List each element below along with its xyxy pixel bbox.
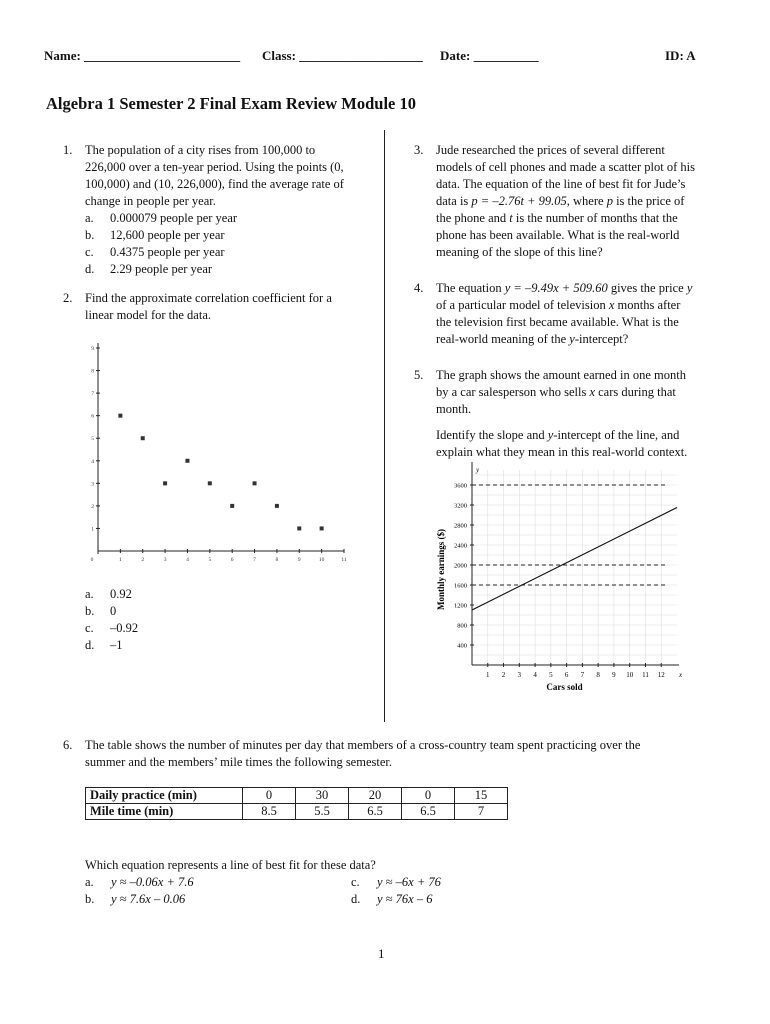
choice-text: –1 xyxy=(110,638,123,652)
choice-text: y ≈ –6x + 76 xyxy=(377,875,441,889)
id-label: ID: A xyxy=(665,48,696,63)
choice-text: 0.4375 people per year xyxy=(110,245,225,259)
question-text-line: The table shows the number of minutes per day that members of a cross-country team spent practicing over the xyxy=(85,738,641,752)
choice-label: d. xyxy=(85,638,95,652)
question-text-line: Which equation represents a line of best fit for these data? xyxy=(85,858,376,872)
x-tick-label: 8 xyxy=(275,557,279,563)
question-number: 6. xyxy=(63,738,73,752)
text-run: -intercept? xyxy=(574,332,629,346)
variable: y xyxy=(569,332,575,346)
y-tick-label: 800 xyxy=(457,622,467,630)
x-tick-label: 0 xyxy=(90,557,94,563)
y-axis-label: Monthly earnings ($) xyxy=(436,529,446,610)
table-cell: 30 xyxy=(296,788,349,804)
choice-label: d. xyxy=(85,262,95,276)
question-text-line: phone has been available. What is the real-world xyxy=(436,228,680,242)
x-tick-label: 10 xyxy=(626,671,634,679)
x-tick-label: 1 xyxy=(486,671,490,679)
choice-b[interactable] xyxy=(85,603,285,620)
choice-text: y ≈ –0.06x + 7.6 xyxy=(111,875,194,889)
y-tick-label: 2800 xyxy=(454,522,467,530)
data-point xyxy=(297,526,301,530)
page-number: 1 xyxy=(378,946,385,961)
date-field-label: Date: __________ xyxy=(440,48,539,63)
row-header: Mile time (min) xyxy=(86,804,243,820)
choice-text: 2.29 people per year xyxy=(110,262,213,276)
question-2-choices xyxy=(85,586,285,654)
table-row xyxy=(86,788,508,804)
x-tick-label: 4 xyxy=(533,671,537,679)
y-tick-label: 6 xyxy=(91,413,94,420)
text-run: months after xyxy=(614,298,681,312)
text-run: is the number of months that the xyxy=(512,211,678,225)
question-text-line: The population of a city rises from 100,000 to xyxy=(85,143,316,157)
choice-text: –0.92 xyxy=(110,621,139,635)
question-text-line: 226,000 over a ten-year period. Using the points (0, xyxy=(85,160,344,174)
table-cell: 8.5 xyxy=(243,804,296,820)
choice-label: c. xyxy=(351,875,360,889)
variable: p xyxy=(606,194,613,208)
question-text-line: data. The equation of the line of best fit for Jude’s xyxy=(436,177,686,191)
choice-b[interactable] xyxy=(85,227,378,244)
table-cell: 0 xyxy=(243,788,296,804)
name-field-label: Name: ________________________ xyxy=(44,48,241,63)
x-tick-label: 9 xyxy=(297,557,301,563)
equation: p = –2.76t + 99.05 xyxy=(471,194,567,208)
y-tick-label: 4 xyxy=(91,458,94,465)
y-tick-label: 9 xyxy=(91,346,94,352)
question-text-line xyxy=(436,331,744,348)
choice-text: 0.92 xyxy=(110,587,132,601)
class-field-label: Class: ___________________ xyxy=(262,48,423,63)
y-tick-label: 3600 xyxy=(454,482,467,490)
question-text-line: The graph shows the amount earned in one month xyxy=(436,368,686,382)
x-tick-label: 6 xyxy=(230,557,234,563)
choice-label: a. xyxy=(85,211,94,225)
choice-d[interactable] xyxy=(85,637,285,654)
text-run: cars during that xyxy=(595,385,676,399)
y-tick-label: 1200 xyxy=(454,602,467,610)
y-tick-label: 8 xyxy=(91,368,94,375)
text-run: is the price of xyxy=(612,194,685,208)
choice-text: 12,600 people per year xyxy=(110,228,225,242)
x-tick-label: 1 xyxy=(118,557,122,563)
data-table-wrapper xyxy=(85,787,508,820)
data-table xyxy=(85,787,508,820)
question-text-line xyxy=(436,210,744,227)
question-1 xyxy=(63,142,378,278)
table-cell: 5.5 xyxy=(296,804,349,820)
choice-label: c. xyxy=(85,245,94,259)
text-run: gives the price xyxy=(607,281,687,295)
x-tick-label: 2 xyxy=(141,557,145,563)
question-text-line: meaning of the slope of this line? xyxy=(436,245,603,259)
data-point xyxy=(275,504,279,508)
x-tick-label: 6 xyxy=(564,671,569,679)
text-run: -intercept of the line, and xyxy=(553,428,680,442)
question-2 xyxy=(63,290,378,324)
choice-label: b. xyxy=(85,892,95,906)
choice-text: y ≈ 76x – 6 xyxy=(377,892,433,906)
question-text-line xyxy=(436,427,744,444)
question-text-line: 100,000) and (10, 226,000), find the average rate of xyxy=(85,177,344,191)
question-6 xyxy=(63,737,723,771)
question-text-line: change in people per year. xyxy=(85,194,216,208)
table-cell: 6.5 xyxy=(402,804,455,820)
choice-label: c. xyxy=(85,621,94,635)
question-4 xyxy=(414,280,744,348)
y-tick-label: 5 xyxy=(91,436,94,443)
x-tick-label: 8 xyxy=(596,671,600,679)
table-cell: 15 xyxy=(455,788,508,804)
table-cell: 20 xyxy=(349,788,402,804)
table-cell: 6.5 xyxy=(349,804,402,820)
choice-text: y ≈ 7.6x – 0.06 xyxy=(111,892,186,906)
column-divider xyxy=(384,130,385,722)
question-text-line: summer and the members’ mile times the following semester. xyxy=(85,755,392,769)
scatter-plot xyxy=(84,338,354,570)
question-text-line: the television first became available. What is the xyxy=(436,315,679,329)
choice-label: b. xyxy=(85,228,95,242)
variable: y xyxy=(686,281,693,295)
x-tick-label: 7 xyxy=(253,557,256,563)
data-point xyxy=(163,481,167,485)
data-point xyxy=(230,504,234,508)
x-tick-label: 9 xyxy=(612,671,616,679)
x-tick-label: 5 xyxy=(549,671,553,679)
table-cell: 0 xyxy=(402,788,455,804)
choice-a[interactable] xyxy=(85,210,378,227)
choice-b[interactable] xyxy=(85,891,185,908)
y-tick-label: 1 xyxy=(91,526,94,533)
y-tick-label: 2000 xyxy=(454,562,467,570)
x-axis-label: Cars sold xyxy=(546,682,583,692)
y-axis-variable: y xyxy=(476,466,480,474)
question-5 xyxy=(414,367,744,461)
question-number: 5. xyxy=(414,368,424,382)
text-run: data is xyxy=(436,194,472,208)
text-run: The equation xyxy=(436,281,505,295)
x-axis-variable: x xyxy=(679,671,683,679)
question-text-line xyxy=(436,193,744,210)
choice-label: a. xyxy=(85,587,94,601)
choice-a[interactable] xyxy=(85,874,194,891)
x-tick-label: 3 xyxy=(163,557,167,563)
data-point xyxy=(320,526,324,530)
variable: x xyxy=(608,298,615,312)
question-text-line xyxy=(436,280,744,297)
choice-text: 0.000079 people per year xyxy=(110,211,238,225)
choice-c[interactable] xyxy=(351,874,441,891)
choice-d[interactable] xyxy=(351,891,432,908)
earnings-line-graph xyxy=(430,460,690,700)
choice-label: b. xyxy=(85,604,95,618)
text-run: by a car salesperson who sells xyxy=(436,385,590,399)
table-row xyxy=(86,804,508,820)
variable: t xyxy=(509,211,513,225)
x-tick-label: 3 xyxy=(517,671,522,679)
choice-text: 0 xyxy=(110,604,117,618)
text-run: the phone and xyxy=(436,211,510,225)
row-header: Daily practice (min) xyxy=(86,788,243,804)
data-point xyxy=(118,414,122,418)
text-run: of a particular model of television xyxy=(436,298,609,312)
y-tick-label: 400 xyxy=(457,642,467,650)
choice-label: a. xyxy=(85,875,94,889)
question-text-line: Find the approximate correlation coefficient for a xyxy=(85,291,332,305)
x-tick-label: 12 xyxy=(657,671,665,679)
data-point xyxy=(141,436,145,440)
earnings-line xyxy=(472,508,677,611)
variable: y xyxy=(547,428,554,442)
equation: y = –9.49x + 509.60 xyxy=(504,281,608,295)
question-text-line xyxy=(436,297,744,314)
x-tick-label: 4 xyxy=(186,557,189,563)
y-tick-label: 1600 xyxy=(454,582,467,590)
question-number: 2. xyxy=(63,291,73,305)
y-tick-label: 3200 xyxy=(454,502,467,510)
text-run: , where xyxy=(566,194,607,208)
data-point xyxy=(253,481,257,485)
data-point xyxy=(208,481,212,485)
x-tick-label: 5 xyxy=(208,557,212,563)
question-text-line: Jude researched the prices of several different xyxy=(436,143,665,157)
choice-label: d. xyxy=(351,892,361,906)
x-tick-label: 2 xyxy=(501,671,506,679)
y-tick-label: 2400 xyxy=(454,542,467,550)
y-tick-label: 7 xyxy=(91,391,94,398)
choice-c[interactable] xyxy=(85,244,378,261)
question-number: 4. xyxy=(414,281,424,295)
x-tick-label: 10 xyxy=(318,557,325,563)
page-title: Algebra 1 Semester 2 Final Exam Review Module 10 xyxy=(46,94,416,113)
data-point xyxy=(185,459,189,463)
question-number: 1. xyxy=(63,143,73,157)
question-text-line: linear model for the data. xyxy=(85,308,211,322)
question-number: 3. xyxy=(414,143,424,157)
question-text-line: explain what they mean in this real-world context. xyxy=(436,445,688,459)
choice-a[interactable] xyxy=(85,586,285,603)
text-run: Identify the slope and xyxy=(436,428,548,442)
choice-d[interactable] xyxy=(85,261,378,278)
question-3 xyxy=(414,142,744,261)
choice-c[interactable] xyxy=(85,620,285,637)
question-text-line: models of cell phones and made a scatter plot of his xyxy=(436,160,695,174)
x-tick-label: 11 xyxy=(642,671,649,679)
y-tick-label: 3 xyxy=(91,481,94,488)
table-cell: 7 xyxy=(455,804,508,820)
y-tick-label: 2 xyxy=(91,503,94,510)
question-text-line xyxy=(436,384,744,401)
question-text-line: month. xyxy=(436,402,472,416)
question-6-choices xyxy=(85,857,725,908)
text-run: real-world meaning of the xyxy=(436,332,570,346)
x-tick-label: 7 xyxy=(580,671,585,679)
variable: x xyxy=(589,385,595,399)
x-tick-label: 11 xyxy=(341,557,347,563)
